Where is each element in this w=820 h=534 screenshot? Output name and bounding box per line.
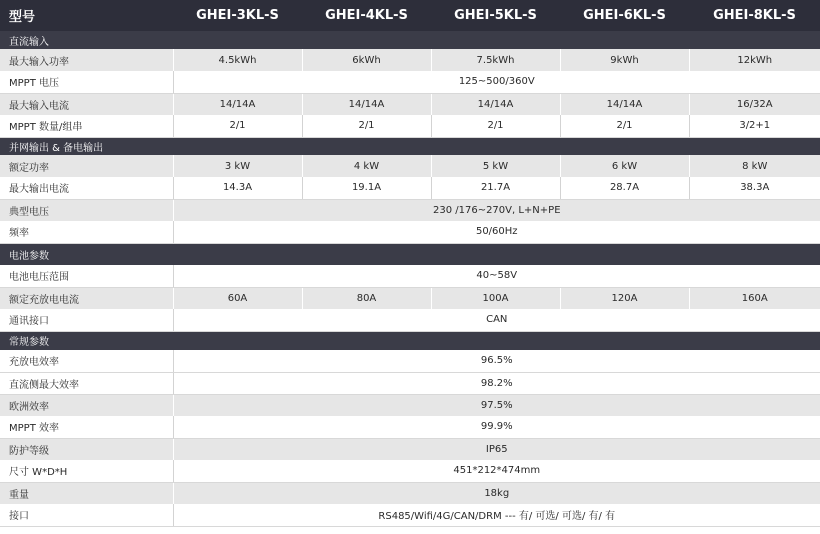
table-row [0, 504, 820, 526]
cell-value: 2/1 [560, 115, 689, 137]
table-row [0, 71, 820, 93]
table-row [0, 221, 820, 243]
cell-value: 2/1 [302, 115, 431, 137]
cell-value: 9kWh [560, 49, 689, 71]
cell-value: 12kWh [737, 54, 773, 66]
cell-value: 3 kW [173, 155, 302, 177]
table-row [0, 309, 820, 331]
table-row [0, 372, 820, 394]
row-label: 额定功率 [0, 155, 173, 177]
cell-value: 3/2+1 [689, 115, 820, 137]
cell-value: 97.5% [480, 399, 513, 411]
row-label: 接口 [0, 504, 173, 526]
section-header [0, 331, 820, 350]
cell-value: 120A [560, 287, 689, 309]
cell-value: 7.5kWh [431, 49, 560, 71]
cell-value: 100A [431, 287, 560, 309]
table-row [0, 482, 820, 504]
cell-value: IP65 [485, 443, 508, 455]
table-row [0, 350, 820, 372]
table-row [0, 155, 820, 177]
cell-value: 125~500/360V [173, 71, 820, 93]
cell-value: 451*212*474mm [173, 460, 820, 482]
row-label: 尺寸 W*D*H [0, 460, 173, 482]
row-label: 防护等级 [0, 438, 173, 460]
section-header [0, 31, 820, 49]
cell-value: 6kWh [302, 49, 431, 71]
cell-value: 14/14A [560, 93, 689, 115]
table-row [0, 287, 820, 309]
table-row [0, 394, 820, 416]
table-row [0, 416, 820, 438]
cell-value: 19.1A [302, 177, 431, 199]
row-label: 欧洲效率 [0, 394, 173, 416]
row-label: 重量 [0, 482, 173, 504]
cell-value: 80A [302, 287, 431, 309]
cell-value: 96.5% [173, 350, 820, 372]
cell-value: 5 kW [431, 155, 560, 177]
table-row [0, 265, 820, 287]
section-title: 直流输入 [9, 36, 49, 48]
cell-value: 16/32A [736, 98, 773, 110]
cell-value: 14.3A [173, 177, 302, 199]
table-row [0, 93, 820, 115]
cell-value: 2/1 [431, 115, 560, 137]
cell-value: 99.9% [173, 416, 820, 438]
cell-value: RS485/Wifi/4G/CAN/DRM --- 有/ 可选/ 可选/ 有/ 有 [173, 504, 820, 526]
cell-value: 230 /176~270V, L+N+PE [432, 204, 561, 216]
row-label: MPPT 电压 [0, 71, 173, 93]
cell-value: 6 kW [560, 155, 689, 177]
table-row [0, 177, 820, 199]
section-title: 电池参数 [9, 250, 49, 262]
table-row [0, 49, 820, 71]
table-row [0, 199, 820, 221]
section-title: 并网输出 & 备电输出 [9, 142, 104, 154]
row-label: 额定充放电电流 [0, 287, 173, 309]
cell-value: 50/60Hz [173, 221, 820, 243]
table-row [0, 438, 820, 460]
section-header [0, 243, 820, 265]
model-name: GHEI-6KL-S [583, 8, 666, 23]
row-label: 电池电压范围 [0, 265, 173, 287]
cell-value: 14/14A [302, 93, 431, 115]
cell-value: 4.5kWh [173, 49, 302, 71]
model-name: GHEI-5KL-S [454, 8, 537, 23]
section-header [0, 137, 820, 155]
cell-value: 38.3A [689, 177, 820, 199]
model-name: GHEI-8KL-S [713, 8, 796, 23]
row-label: 最大输入功率 [0, 49, 173, 71]
cell-value: 14/14A [173, 93, 302, 115]
row-label: 频率 [0, 221, 173, 243]
row-label: 直流侧最大效率 [0, 372, 173, 394]
cell-value: 2/1 [173, 115, 302, 137]
row-label: MPPT 效率 [0, 416, 173, 438]
model-name: GHEI-3KL-S [196, 8, 279, 23]
table-row [0, 460, 820, 482]
cell-value: 160A [741, 292, 768, 304]
cell-value: 40~58V [173, 265, 820, 287]
row-label: 典型电压 [0, 199, 173, 221]
cell-value: CAN [173, 309, 820, 331]
table-row [0, 115, 820, 137]
row-label: 最大输出电流 [0, 177, 173, 199]
cell-value: 4 kW [302, 155, 431, 177]
cell-value: 21.7A [431, 177, 560, 199]
row-label: MPPT 数量/组串 [0, 115, 173, 137]
row-label: 通讯接口 [0, 309, 173, 331]
cell-value: 28.7A [560, 177, 689, 199]
row-label: 最大输入电流 [0, 93, 173, 115]
cell-value: 14/14A [431, 93, 560, 115]
row-label: 充放电效率 [0, 350, 173, 372]
cell-value: 60A [173, 287, 302, 309]
cell-value: 18kg [484, 487, 510, 499]
header-row [0, 0, 820, 31]
cell-value: 98.2% [173, 372, 820, 394]
model-name: GHEI-4KL-S [325, 8, 408, 23]
cell-value: 8 kW [742, 160, 768, 172]
model-label: 型号 [9, 10, 36, 25]
section-title: 常规参数 [9, 337, 49, 349]
